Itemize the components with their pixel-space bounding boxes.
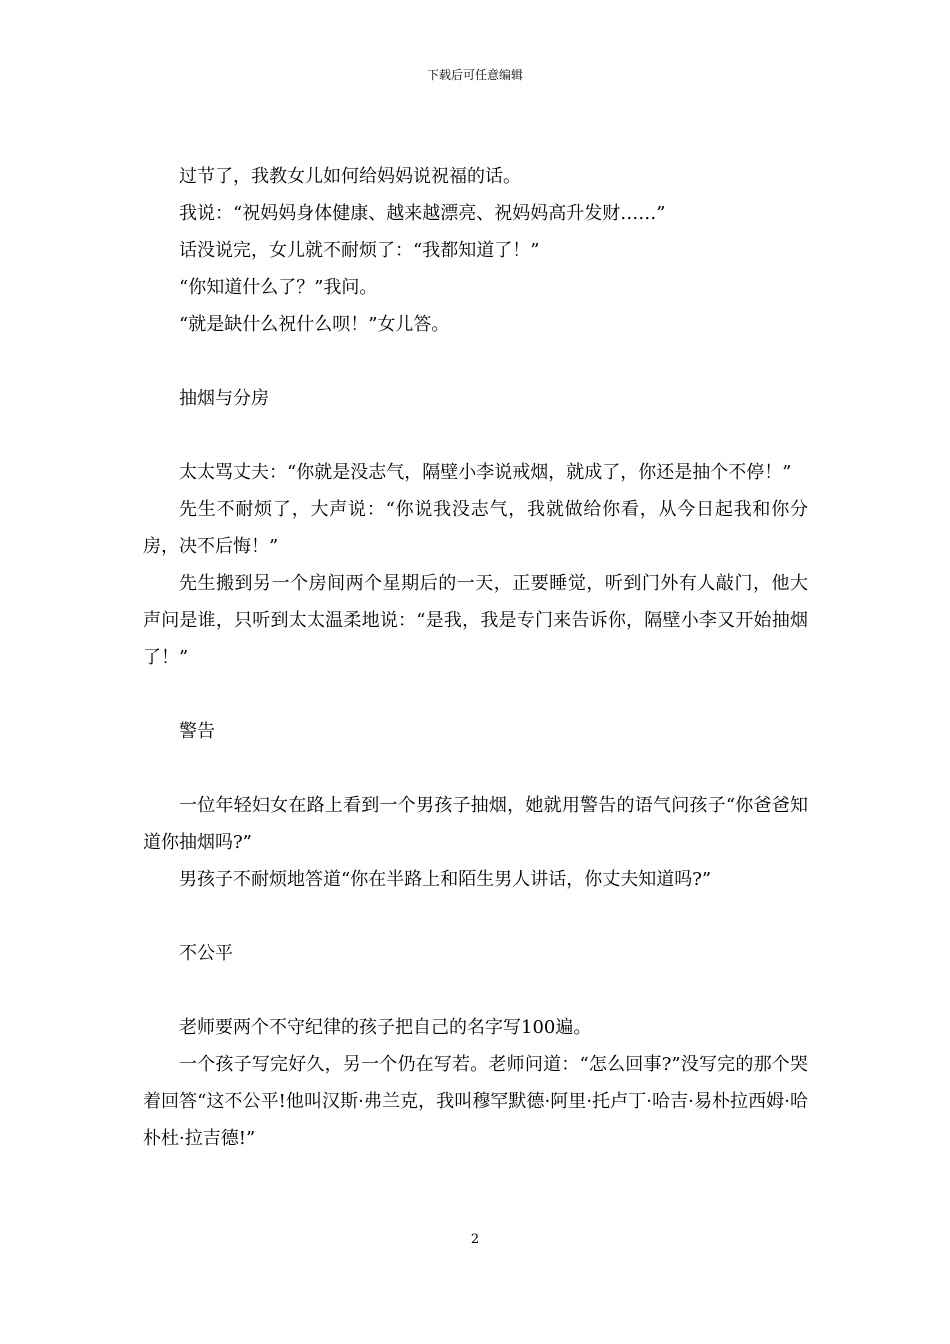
paragraph: “你知道什么了？”我问。 xyxy=(179,277,378,298)
paragraph: 太太骂丈夫：“你就是没志气，隔壁小李说戒烟，就成了，你还是抽个不停！” xyxy=(179,462,792,483)
blank-line xyxy=(143,750,808,787)
blank-line xyxy=(143,972,808,1009)
paragraph: 男孩子不耐烦地答道“你在半路上和陌生男人讲话，你丈夫知道吗?” xyxy=(179,869,712,890)
section-heading: 抽烟与分房 xyxy=(179,388,269,409)
blank-line xyxy=(143,343,808,380)
paragraph: 一个孩子写完好久，另一个仍在写若。老师问道：“怎么回事?”没写完的那个哭着回答“这不公平!他叫汉斯·弗兰克，我叫穆罕默德·阿里·托卢丁·哈吉·易朴拉西姆·哈朴杜·拉吉德!” xyxy=(143,1054,808,1149)
paragraph: 先生搬到另一个房间两个星期后的一天，正要睡觉，听到门外有人敲门，他大声问是谁，只听到太太温柔地说：“是我，我是专门来告诉你，隔壁小李又开始抽烟了！” xyxy=(143,573,808,668)
paragraph: 老师要两个不守纪律的孩子把自己的名字写100遍。 xyxy=(179,1017,592,1038)
blank-line xyxy=(143,898,808,935)
paragraph: 我说：“祝妈妈身体健康、越来越漂亮、祝妈妈高升发财……” xyxy=(179,203,666,224)
section-heading: 警告 xyxy=(179,721,215,742)
page-header: 下载后可任意编辑 xyxy=(426,68,523,82)
page-number: 2 xyxy=(470,1232,480,1247)
paragraph: 话没说完，女儿就不耐烦了：“我都知道了！” xyxy=(179,240,540,261)
paragraph: 先生不耐烦了，大声说：“你说我没志气，我就做给你看，从今日起我和你分房，决不后悔！” xyxy=(143,499,808,557)
blank-line xyxy=(143,417,808,454)
paragraph: 一位年轻妇女在路上看到一个男孩子抽烟，她就用警告的语气问孩子“你爸爸知道你抽烟吗?” xyxy=(143,795,808,853)
paragraph: “就是缺什么祝什么呗！”女儿答。 xyxy=(179,314,450,335)
section-heading: 不公平 xyxy=(179,943,233,964)
blank-line xyxy=(143,676,808,713)
document-body xyxy=(143,158,808,1157)
paragraph: 过节了，我教女儿如何给妈妈说祝福的话。 xyxy=(179,166,521,187)
